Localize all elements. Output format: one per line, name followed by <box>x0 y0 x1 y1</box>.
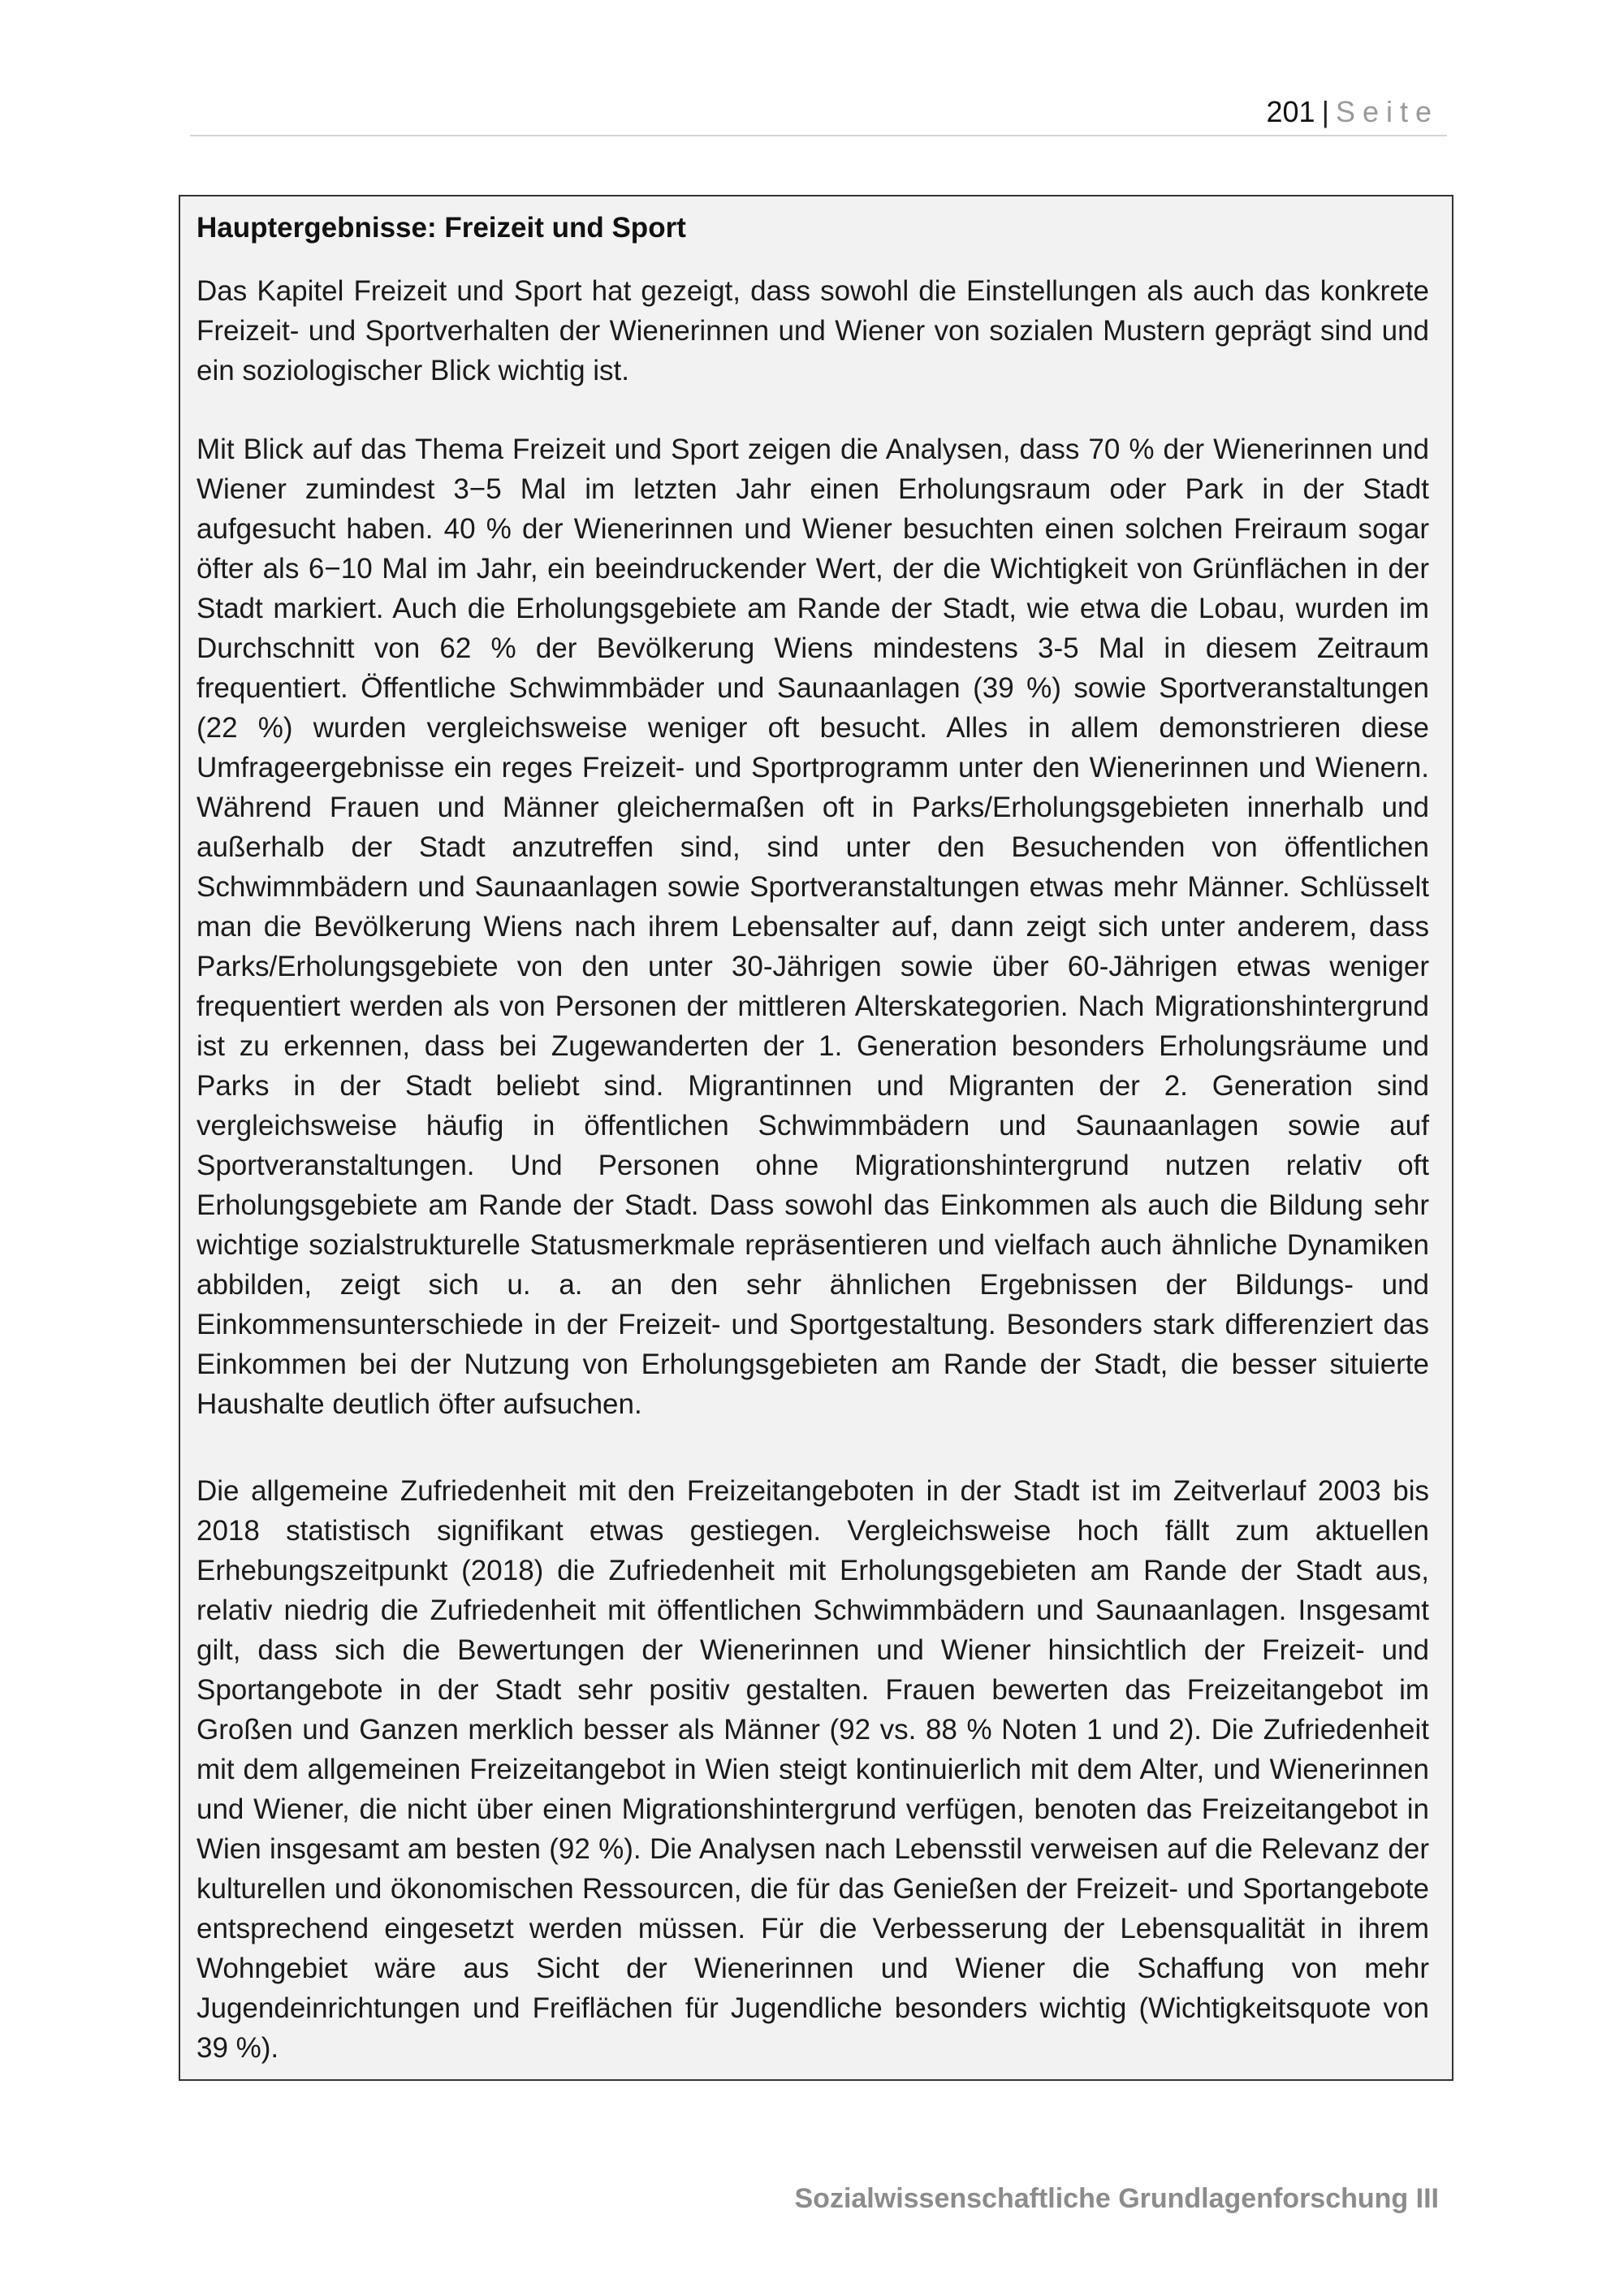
page-separator: | <box>1321 95 1329 128</box>
page-number: 201 <box>1266 95 1315 128</box>
page-label: Seite <box>1335 95 1439 128</box>
summary-paragraph-1: Das Kapitel Freizeit und Sport hat gezeigt, dass sowohl die Einstellungen als auch das konkrete Freizeit- und Sportverhalten der Wienerinnen und Wiener von sozialen Mustern geprägt sind und ein soziologischer Blick wichtig ist. <box>197 275 1429 386</box>
summary-box <box>179 195 1453 2081</box>
summary-paragraph-2: Mit Blick auf das Thema Freizeit und Sport zeigen die Analysen, dass 70 % der Wienerinnen und Wiener zumindest 3−5 Mal im letzten Jahr einen Erholungsraum oder Park in der Stadt aufgesucht haben. 40 % der Wienerinnen und Wiener besuchten einen solchen Freiraum sogar öfter als 6−10 Mal im Jahr, ein beeindruckender Wert, der die Wichtigkeit von Grünflächen in der Stadt markiert. Auch die Erholungsgebiete am Rande der Stadt, wie etwa die Lobau, wurden im Durchschnitt von 62 % der Bevölkerung Wiens mindestens 3-5 Mal in diesem Zeitraum frequentiert. Öffentliche Schwimmbäder und Saunaanlagen (39 %) sowie Sportveranstaltungen (22 %) wurden vergleichsweise weniger oft besucht. Alles in allem demonstrieren diese Umfrageergebnisse ein reges Freizeit- und Sportprogramm unter den Wienerinnen und Wienern. Während Frauen und Männer gleichermaßen oft in Parks/Erholungsgebieten innerhalb und außerhalb der Stadt anzutreffen sind, sind unter den Besuchenden von öffentlichen Schwimmbädern und Saunaanlagen sowie Sportveranstaltungen etwas mehr Männer. Schlüsselt man die Bevölkerung Wiens nach ihrem Lebensalter auf, dann zeigt sich unter anderem, dass Parks/Erholungsgebiete von den unter 30-Jährigen sowie über 60-Jährigen etwas weniger frequentiert werden als von Personen der mittleren Alterskategorien. Nach Migrationshintergrund ist zu erkennen, dass bei Zugewanderten der 1. Generation besonders Erholungsräume und Parks in der Stadt beliebt sind. Migrantinnen und Migranten der 2. Generation sind vergleichsweise häufig in öffentlichen Schwimmbädern und Saunaanlagen sowie auf Sportveranstaltungen. Und Personen ohne Migrationshintergrund nutzen relativ oft Erholungsgebiete am Rande der Stadt. Dass sowohl das Einkommen als auch die Bildung sehr wichtige sozialstrukturelle Statusmerkmale repräsentieren und vielfach auch ähnliche Dynamiken abbilden, zeigt sich u. a. an den sehr ähnlichen Ergebnissen der Bildungs- und Einkommensunterschiede in der Freizeit- und Sportgestaltung. Besonders stark differenziert das Einkommen bei der Nutzung von Erholungsgebieten am Rande der Stadt, die besser situierte Haushalte deutlich öfter aufsuchen. <box>197 434 1429 1420</box>
page-number-line <box>1267 96 1440 128</box>
summary-title: Hauptergebnisse: Freizeit und Sport <box>197 212 686 244</box>
page-header <box>190 91 1447 136</box>
page-footer: Sozialwissenschaftliche Grundlagenforschung III <box>794 2183 1439 2214</box>
summary-paragraph-3: Die allgemeine Zufriedenheit mit den Freizeitangeboten in der Stadt ist im Zeitverlauf 2003 bis 2018 statistisch signifikant etwas gestiegen. Vergleichsweise hoch fällt zum aktuellen Erhebungszeitpunkt (2018) die Zufriedenheit mit Erholungsgebieten am Rande der Stadt aus, relativ niedrig die Zufriedenheit mit öffentlichen Schwimmbädern und Saunaanlagen. Insgesamt gilt, dass sich die Bewertungen der Wienerinnen und Wiener hinsichtlich der Freizeit- und Sportangebote in der Stadt sehr positiv gestalten. Frauen bewerten das Freizeitangebot im Großen und Ganzen merklich besser als Männer (92 vs. 88 % Noten 1 und 2). Die Zufriedenheit mit dem allgemeinen Freizeitangebot in Wien steigt kontinuierlich mit dem Alter, und Wienerinnen und Wiener, die nicht über einen Migrationshintergrund verfügen, benoten das Freizeitangebot in Wien insgesamt am besten (92 %). Die Analysen nach Lebensstil verweisen auf die Relevanz der kulturellen und ökonomischen Ressourcen, die für das Genießen der Freizeit- und Sportangebote entsprechend eingesetzt werden müssen. Für die Verbesserung der Lebensqualität in ihrem Wohngebiet wäre aus Sicht der Wienerinnen und Wiener die Schaffung von mehr Jugendeinrichtungen und Freiflächen für Jugendliche besonders wichtig (Wichtigkeitsquote von 39 %). <box>197 1475 1429 2064</box>
